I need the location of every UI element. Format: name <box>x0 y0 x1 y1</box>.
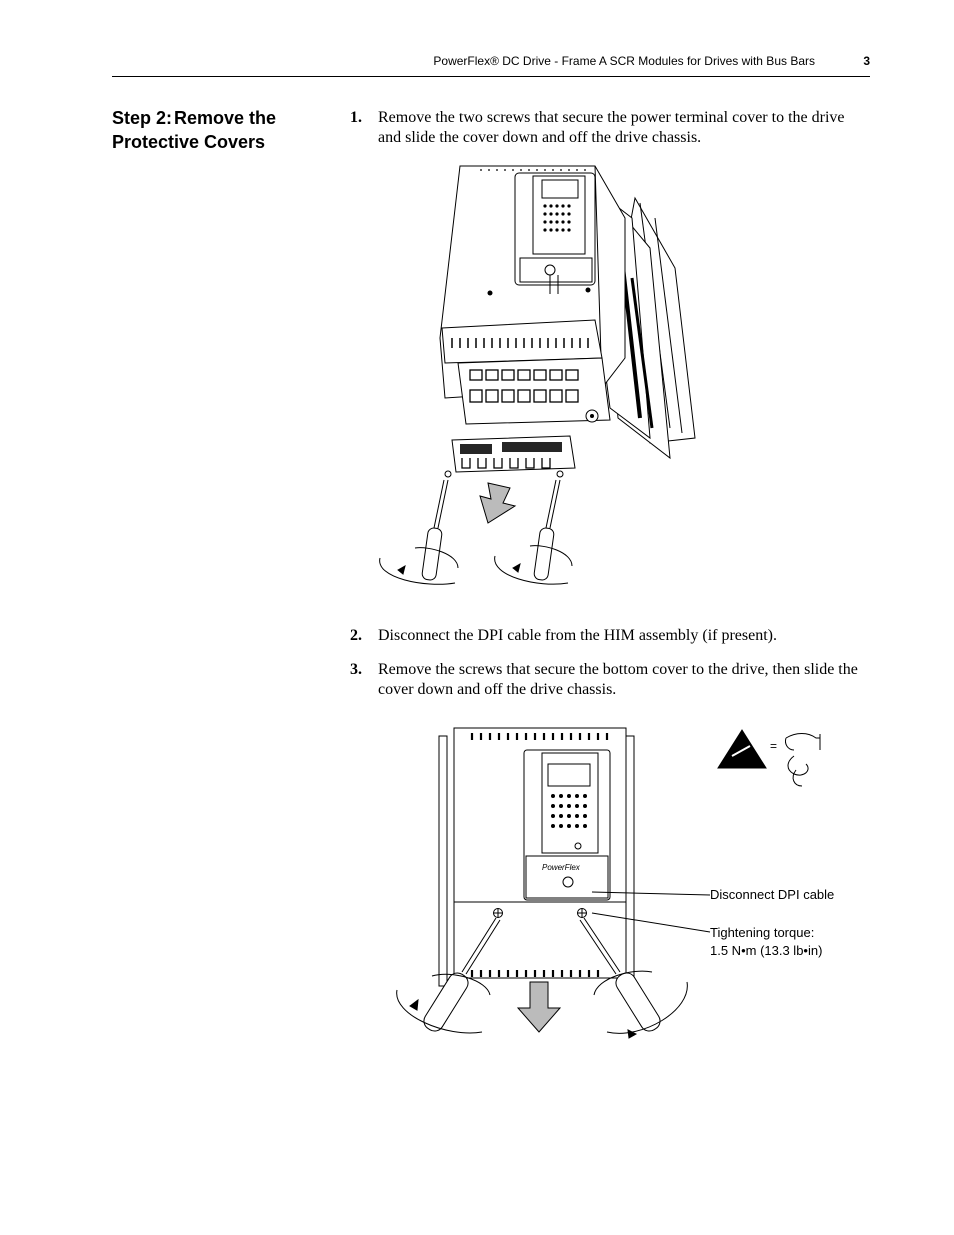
instruction-3 <box>350 660 870 700</box>
instruction-text: Remove the screws that secure the bottom cover to the drive, then slide the cover down and off the drive chassis. <box>378 661 858 698</box>
callout-torque-line2: 1.5 N•m (13.3 lb•in) <box>710 943 823 958</box>
svg-text:=: = <box>770 739 778 753</box>
step-number: Step 2: <box>112 108 173 128</box>
instruction-number: 3. <box>350 661 362 678</box>
callout-torque <box>710 924 822 960</box>
brand-label: PowerFlex <box>542 863 580 872</box>
figure-power-terminal-cover <box>370 158 710 598</box>
figure-bottom-cover <box>392 720 712 1045</box>
instruction-number: 2. <box>350 627 362 644</box>
page-number: 3 <box>863 54 870 68</box>
step-heading <box>112 106 322 154</box>
page-header <box>112 52 870 77</box>
header-title: PowerFlex® DC Drive - Frame A SCR Modules for Drives with Bus Bars <box>433 54 815 68</box>
callout-disconnect-dpi: Disconnect DPI cable <box>710 887 835 902</box>
instruction-1 <box>350 108 870 148</box>
esd-warning-icon <box>716 726 828 794</box>
instruction-number: 1. <box>350 109 362 126</box>
step-title: Remove the Protective Covers <box>112 108 277 152</box>
instruction-text: Remove the two screws that secure the power terminal cover to the drive and slide the cover down and off the drive chassis. <box>378 109 845 146</box>
instruction-2 <box>350 626 870 646</box>
instruction-text: Disconnect the DPI cable from the HIM assembly (if present). <box>378 627 777 644</box>
callout-torque-line1: Tightening torque: <box>710 925 815 940</box>
